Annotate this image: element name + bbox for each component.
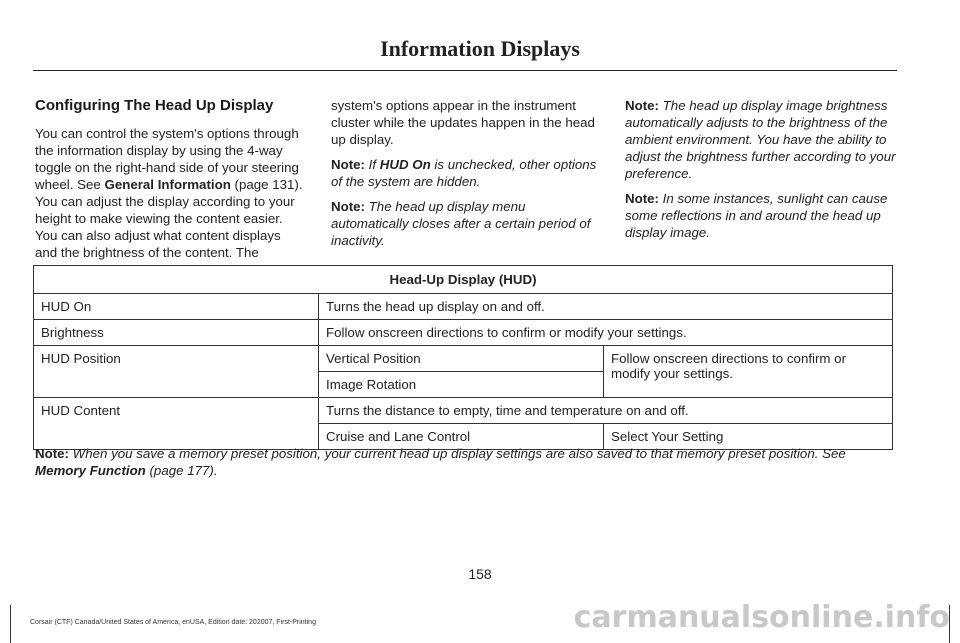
general-information-link[interactable]: General Information xyxy=(104,177,231,192)
table-cell: HUD Content xyxy=(34,398,319,450)
section-heading: Configuring The Head Up Display xyxy=(35,97,274,114)
note-brightness xyxy=(625,97,897,182)
note-menu-timeout xyxy=(331,198,601,249)
table-cell: Turns the head up display on and off. xyxy=(319,294,893,320)
note-label: Note: xyxy=(625,98,659,113)
table-header-row xyxy=(34,266,893,294)
header-divider xyxy=(33,70,897,71)
table-cell: Follow onscreen directions to confirm or modify your settings. xyxy=(319,320,893,346)
intro-text-a: You can control the system's options through the information display by using the 4-way toggle on the right-hand side of your steering wheel. See xyxy=(35,126,299,192)
note-text: If xyxy=(364,157,380,172)
note-label: Note: xyxy=(625,191,659,206)
table-row xyxy=(34,398,893,424)
table-cell: Follow onscreen directions to confirm or modify your settings. xyxy=(604,346,893,398)
watermark-logo: carmanualsonline.info xyxy=(573,600,950,635)
table-cell: Turns the distance to empty, time and temperature on and off. xyxy=(319,398,893,424)
note-term: HUD On xyxy=(379,157,431,172)
table-title: Head-Up Display (HUD) xyxy=(34,266,893,294)
table-cell: Brightness xyxy=(34,320,319,346)
note-text: When you save a memory preset position, your current head up display settings are also saved to that memory preset position. See xyxy=(68,446,846,461)
note-text: In some instances, sunlight can cause some reflections in and around the head up display image. xyxy=(625,191,888,240)
note-sunlight xyxy=(625,190,897,241)
note-label: Note: xyxy=(35,446,69,461)
continuation-paragraph: system's options appear in the instrument cluster while the updates happen in the head up display. xyxy=(331,98,595,147)
table-row xyxy=(34,346,893,372)
note-text: (page 177). xyxy=(145,463,218,478)
note-label: Note: xyxy=(331,157,365,172)
column-1 xyxy=(35,97,305,269)
note-hud-on xyxy=(331,156,601,190)
table-cell: Vertical Position xyxy=(319,346,604,372)
note-text: The head up display image brightness automatically adjusts to the brightness of the ambient environment. You have the ability to adjust the brightness further according to your preference. xyxy=(625,98,896,181)
note-text: The head up display menu automatically closes after a certain period of inactivity. xyxy=(331,199,591,248)
table-cell: Select Your Setting xyxy=(604,424,893,450)
memory-function-link[interactable]: Memory Function xyxy=(35,463,146,478)
memory-preset-note xyxy=(35,445,895,479)
table-row xyxy=(34,294,893,320)
note-text: is unchecked, other options of the system are hidden. xyxy=(331,157,597,189)
table-row xyxy=(34,320,893,346)
column-3 xyxy=(625,97,897,249)
column-2 xyxy=(331,97,601,257)
page-number: 158 xyxy=(468,566,492,582)
table-cell: Cruise and Lane Control xyxy=(319,424,604,450)
table-cell: HUD On xyxy=(34,294,319,320)
crop-mark-left xyxy=(10,605,11,643)
note-label: Note: xyxy=(331,199,365,214)
page-header-title: Information Displays xyxy=(380,36,580,61)
hud-settings-table xyxy=(33,265,893,450)
table-cell: Image Rotation xyxy=(319,372,604,398)
intro-text-b: (page 131). You can adjust the display according to your height to make viewing the content easier. You can also adjust what content displays and the brightness of the content. The xyxy=(35,177,303,260)
intro-paragraph xyxy=(35,125,305,261)
edition-footer: Corsair (CTF) Canada/United States of America, enUSA, Edition date: 202007, First-Printing xyxy=(30,619,316,626)
table-cell: HUD Position xyxy=(34,346,319,398)
